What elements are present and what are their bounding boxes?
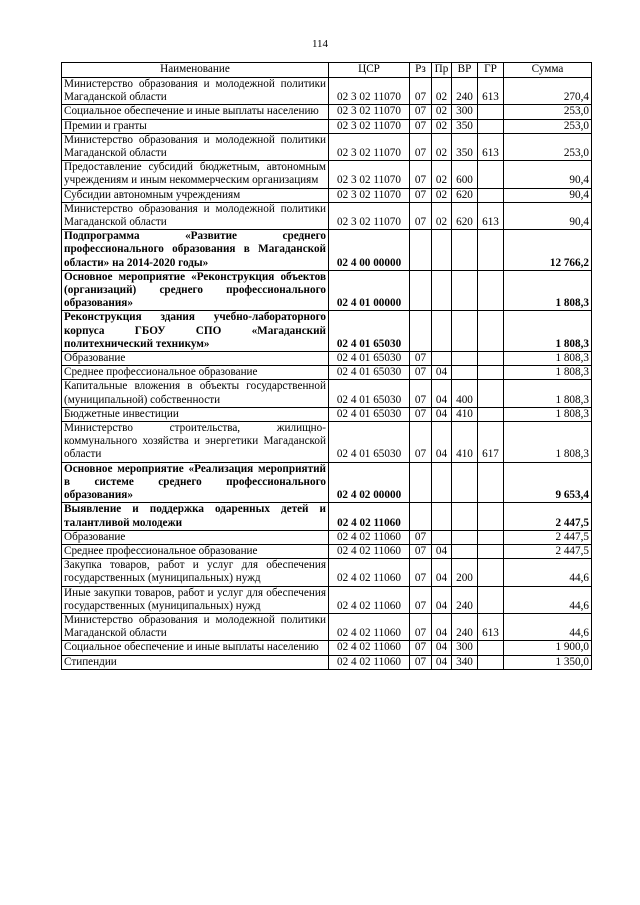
table-row	[62, 586, 592, 613]
cell-csr: 02 4 01 65030	[329, 366, 410, 380]
cell-rz: 07	[410, 422, 432, 463]
cell-pr: 04	[432, 366, 452, 380]
header-pr: Пр	[432, 63, 452, 78]
table-row	[62, 544, 592, 558]
cell-name: Образование	[62, 530, 329, 544]
cell-pr	[432, 503, 452, 530]
cell-gr	[478, 380, 504, 407]
cell-csr: 02 3 02 11070	[329, 161, 410, 188]
cell-gr	[478, 641, 504, 655]
cell-csr: 02 4 01 65030	[329, 422, 410, 463]
cell-sum: 1 350,0	[504, 655, 592, 669]
cell-vr: 240	[452, 586, 478, 613]
cell-gr	[478, 230, 504, 271]
cell-rz: 07	[410, 380, 432, 407]
cell-csr: 02 3 02 11070	[329, 202, 410, 229]
table-row	[62, 78, 592, 105]
cell-gr: 613	[478, 613, 504, 640]
cell-sum: 1 808,3	[504, 311, 592, 352]
cell-vr: 350	[452, 133, 478, 160]
table-row	[62, 270, 592, 311]
cell-name: Подпрограмма «Развитие среднего профессионального образования в Магаданской области» на 2014-2020 годы»	[62, 230, 329, 271]
cell-pr: 04	[432, 422, 452, 463]
cell-rz: 07	[410, 613, 432, 640]
cell-pr: 02	[432, 105, 452, 119]
header-vr: ВР	[452, 63, 478, 78]
header-rz: Рз	[410, 63, 432, 78]
cell-rz: 07	[410, 586, 432, 613]
cell-csr: 02 3 02 11070	[329, 78, 410, 105]
budget-table	[61, 62, 592, 670]
cell-gr	[478, 530, 504, 544]
cell-gr	[478, 270, 504, 311]
cell-csr: 02 4 00 00000	[329, 230, 410, 271]
cell-gr	[478, 366, 504, 380]
cell-pr	[432, 352, 452, 366]
cell-pr: 04	[432, 586, 452, 613]
cell-vr: 350	[452, 119, 478, 133]
cell-rz: 07	[410, 133, 432, 160]
cell-gr	[478, 105, 504, 119]
cell-pr: 02	[432, 133, 452, 160]
cell-sum: 1 808,3	[504, 407, 592, 421]
cell-pr	[432, 530, 452, 544]
cell-csr: 02 4 01 65030	[329, 352, 410, 366]
cell-pr	[432, 311, 452, 352]
cell-rz: 07	[410, 119, 432, 133]
header-name: Наименование	[62, 63, 329, 78]
cell-rz	[410, 230, 432, 271]
cell-vr	[452, 462, 478, 503]
cell-rz: 07	[410, 366, 432, 380]
cell-pr: 02	[432, 119, 452, 133]
cell-sum: 44,6	[504, 586, 592, 613]
cell-name: Министерство образования и молодежной политики Магаданской области	[62, 202, 329, 229]
cell-gr	[478, 352, 504, 366]
cell-gr	[478, 586, 504, 613]
header-gr: ГР	[478, 63, 504, 78]
cell-name: Премии и гранты	[62, 119, 329, 133]
cell-name: Министерство строительства, жилищно-коммунального хозяйства и энергетики Магаданской области	[62, 422, 329, 463]
table-row	[62, 462, 592, 503]
table-row	[62, 105, 592, 119]
cell-name: Основное мероприятие «Реализация мероприятий в системе среднего профессионального образования»	[62, 462, 329, 503]
cell-vr: 300	[452, 105, 478, 119]
cell-name: Среднее профессиональное образование	[62, 544, 329, 558]
cell-csr: 02 4 02 00000	[329, 462, 410, 503]
cell-name: Иные закупки товаров, работ и услуг для обеспечения государственных (муниципальных) нужд	[62, 586, 329, 613]
cell-sum: 90,4	[504, 202, 592, 229]
cell-gr	[478, 655, 504, 669]
cell-rz: 07	[410, 202, 432, 229]
cell-name: Основное мероприятие «Реконструкция объектов (организаций) среднего профессионального образования»	[62, 270, 329, 311]
cell-pr: 04	[432, 613, 452, 640]
table-row	[62, 380, 592, 407]
cell-name: Среднее профессиональное образование	[62, 366, 329, 380]
cell-name: Министерство образования и молодежной политики Магаданской области	[62, 78, 329, 105]
cell-vr	[452, 270, 478, 311]
cell-pr: 02	[432, 78, 452, 105]
table-header-row	[62, 63, 592, 78]
cell-name: Образование	[62, 352, 329, 366]
cell-rz	[410, 311, 432, 352]
cell-vr: 240	[452, 613, 478, 640]
table-row	[62, 352, 592, 366]
cell-rz	[410, 270, 432, 311]
cell-rz	[410, 462, 432, 503]
cell-pr: 04	[432, 655, 452, 669]
cell-csr: 02 4 01 65030	[329, 380, 410, 407]
cell-sum: 2 447,5	[504, 544, 592, 558]
cell-sum: 2 447,5	[504, 503, 592, 530]
cell-rz: 07	[410, 407, 432, 421]
cell-sum: 1 808,3	[504, 380, 592, 407]
cell-rz: 07	[410, 655, 432, 669]
cell-pr: 02	[432, 161, 452, 188]
cell-vr: 620	[452, 202, 478, 229]
cell-sum: 1 808,3	[504, 270, 592, 311]
cell-pr: 02	[432, 202, 452, 229]
cell-sum: 253,0	[504, 119, 592, 133]
cell-sum: 1 808,3	[504, 366, 592, 380]
cell-vr	[452, 366, 478, 380]
cell-pr	[432, 230, 452, 271]
cell-csr: 02 3 02 11070	[329, 119, 410, 133]
cell-csr: 02 3 02 11070	[329, 105, 410, 119]
cell-name: Субсидии автономным учреждениям	[62, 188, 329, 202]
cell-name: Реконструкция здания учебно-лабораторного корпуса ГБОУ СПО «Магаданский политехнический техникум»	[62, 311, 329, 352]
cell-name: Социальное обеспечение и иные выплаты населению	[62, 641, 329, 655]
cell-vr	[452, 544, 478, 558]
cell-csr: 02 4 02 11060	[329, 655, 410, 669]
cell-pr: 04	[432, 559, 452, 586]
cell-name: Министерство образования и молодежной политики Магаданской области	[62, 613, 329, 640]
cell-gr	[478, 311, 504, 352]
cell-rz: 07	[410, 352, 432, 366]
cell-sum: 253,0	[504, 133, 592, 160]
cell-csr: 02 3 02 11070	[329, 188, 410, 202]
cell-csr: 02 4 01 65030	[329, 311, 410, 352]
cell-sum: 9 653,4	[504, 462, 592, 503]
cell-csr: 02 4 01 00000	[329, 270, 410, 311]
cell-name: Предоставление субсидий бюджетным, автономным учреждениям и иным некоммерческим организациям	[62, 161, 329, 188]
header-sum: Сумма	[504, 63, 592, 78]
cell-csr: 02 4 02 11060	[329, 530, 410, 544]
cell-csr: 02 4 02 11060	[329, 544, 410, 558]
cell-sum: 12 766,2	[504, 230, 592, 271]
cell-pr: 04	[432, 641, 452, 655]
cell-name: Социальное обеспечение и иные выплаты населению	[62, 105, 329, 119]
cell-vr	[452, 230, 478, 271]
cell-csr: 02 4 02 11060	[329, 613, 410, 640]
cell-vr: 200	[452, 559, 478, 586]
cell-sum: 2 447,5	[504, 530, 592, 544]
cell-gr	[478, 559, 504, 586]
cell-sum: 1 808,3	[504, 422, 592, 463]
header-csr: ЦСР	[329, 63, 410, 78]
cell-gr: 613	[478, 133, 504, 160]
cell-name: Бюджетные инвестиции	[62, 407, 329, 421]
table-row	[62, 655, 592, 669]
cell-rz: 07	[410, 544, 432, 558]
cell-gr	[478, 544, 504, 558]
cell-vr: 600	[452, 161, 478, 188]
cell-name: Закупка товаров, работ и услуг для обеспечения государственных (муниципальных) нужд	[62, 559, 329, 586]
cell-pr: 04	[432, 407, 452, 421]
cell-pr	[432, 270, 452, 311]
cell-gr	[478, 462, 504, 503]
cell-vr: 410	[452, 407, 478, 421]
cell-rz: 07	[410, 559, 432, 586]
table-row	[62, 503, 592, 530]
cell-pr	[432, 462, 452, 503]
table-row	[62, 202, 592, 229]
table-row	[62, 641, 592, 655]
page-number: 114	[311, 38, 329, 50]
table-row	[62, 530, 592, 544]
table-row	[62, 366, 592, 380]
table-row	[62, 422, 592, 463]
cell-sum: 44,6	[504, 559, 592, 586]
cell-vr	[452, 311, 478, 352]
table-row	[62, 188, 592, 202]
cell-rz: 07	[410, 530, 432, 544]
cell-pr: 02	[432, 188, 452, 202]
cell-gr: 613	[478, 78, 504, 105]
cell-csr: 02 4 02 11060	[329, 641, 410, 655]
cell-rz: 07	[410, 105, 432, 119]
cell-rz: 07	[410, 78, 432, 105]
cell-gr	[478, 161, 504, 188]
table-row	[62, 230, 592, 271]
cell-rz	[410, 503, 432, 530]
cell-sum: 44,6	[504, 613, 592, 640]
cell-csr: 02 3 02 11070	[329, 133, 410, 160]
table-row	[62, 311, 592, 352]
table-row	[62, 161, 592, 188]
cell-rz: 07	[410, 161, 432, 188]
cell-vr: 340	[452, 655, 478, 669]
cell-name: Капитальные вложения в объекты государственной (муниципальной) собственности	[62, 380, 329, 407]
cell-gr: 613	[478, 202, 504, 229]
cell-gr	[478, 503, 504, 530]
table-row	[62, 119, 592, 133]
cell-vr	[452, 503, 478, 530]
table-row	[62, 559, 592, 586]
cell-sum: 1 900,0	[504, 641, 592, 655]
table-row	[62, 407, 592, 421]
cell-vr: 300	[452, 641, 478, 655]
cell-gr	[478, 119, 504, 133]
cell-csr: 02 4 01 65030	[329, 407, 410, 421]
cell-vr: 400	[452, 380, 478, 407]
cell-name: Министерство образования и молодежной политики Магаданской области	[62, 133, 329, 160]
cell-vr: 620	[452, 188, 478, 202]
cell-name: Стипендии	[62, 655, 329, 669]
cell-pr: 04	[432, 544, 452, 558]
cell-rz: 07	[410, 641, 432, 655]
cell-gr: 617	[478, 422, 504, 463]
cell-sum: 90,4	[504, 161, 592, 188]
cell-gr	[478, 407, 504, 421]
cell-vr	[452, 530, 478, 544]
cell-sum: 253,0	[504, 105, 592, 119]
cell-gr	[478, 188, 504, 202]
cell-name: Выявление и поддержка одаренных детей и талантливой молодежи	[62, 503, 329, 530]
cell-csr: 02 4 02 11060	[329, 586, 410, 613]
cell-vr: 240	[452, 78, 478, 105]
cell-sum: 270,4	[504, 78, 592, 105]
table-row	[62, 613, 592, 640]
cell-vr	[452, 352, 478, 366]
cell-pr: 04	[432, 380, 452, 407]
cell-rz: 07	[410, 188, 432, 202]
cell-sum: 1 808,3	[504, 352, 592, 366]
cell-sum: 90,4	[504, 188, 592, 202]
cell-vr: 410	[452, 422, 478, 463]
cell-csr: 02 4 02 11060	[329, 559, 410, 586]
table-row	[62, 133, 592, 160]
cell-csr: 02 4 02 11060	[329, 503, 410, 530]
